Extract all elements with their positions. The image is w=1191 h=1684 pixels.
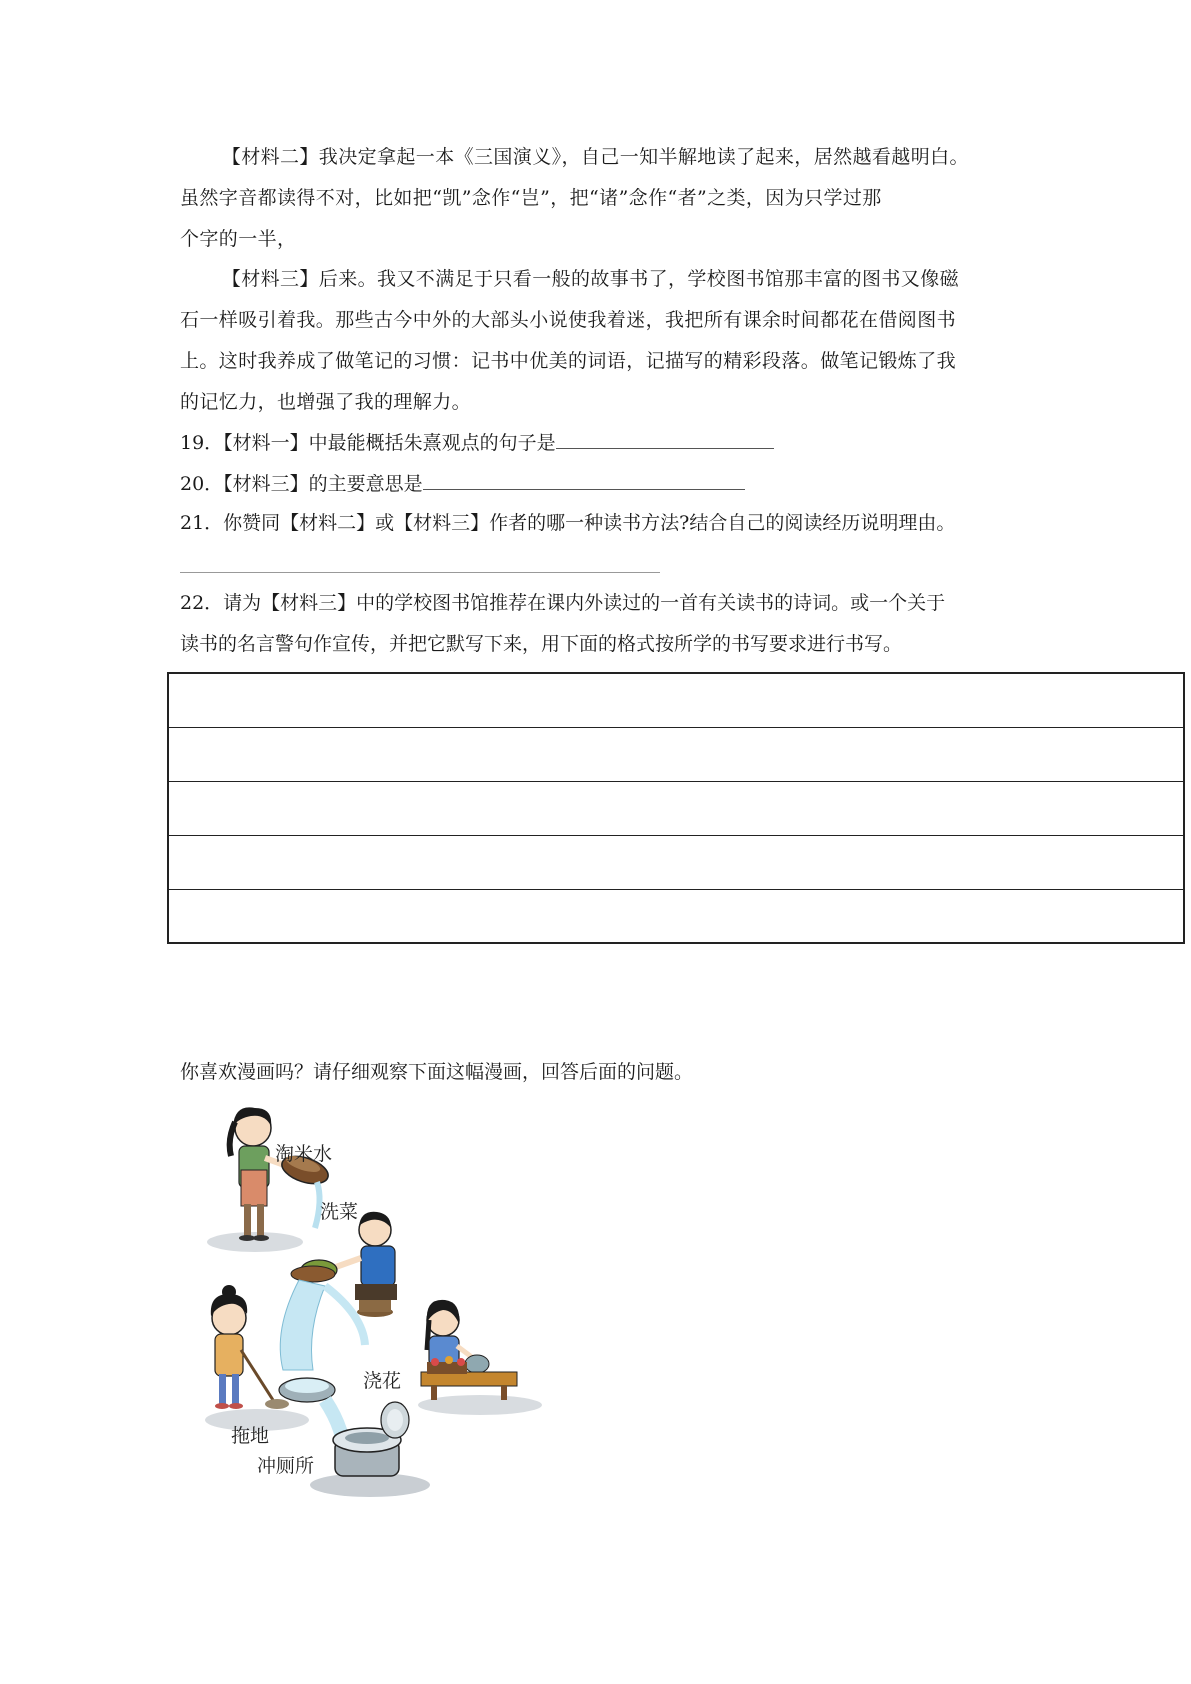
label-wash-vegetables: 洗菜	[320, 1201, 359, 1223]
label-mop-floor: 拖地	[231, 1425, 270, 1447]
water-splash	[280, 1280, 325, 1370]
question-21-text: 21．你赞同【材料二】或【材料三】作者的哪一种读书方法?结合自己的阅读经历说明理由。	[180, 512, 956, 534]
question-22	[180, 588, 945, 618]
question-22-continued	[180, 629, 902, 659]
material2-line-3: 个字的一半，	[180, 228, 297, 250]
material3-line-3: 上。这时我养成了做笔记的习惯：记书中优美的词语，记描写的精彩段落。做笔记锻炼了我	[180, 350, 957, 372]
writing-grid	[167, 672, 1185, 944]
toilet	[325, 1400, 409, 1476]
comic-intro	[180, 1057, 693, 1087]
question-21-answer-line[interactable]	[180, 572, 660, 573]
question-20	[180, 467, 745, 499]
material3-line-2: 石一样吸引着我。那些古今中外的大部头小说使我着迷，我把所有课余时间都花在借阅图书	[180, 309, 957, 331]
question-19	[180, 426, 774, 458]
material2-continuation	[180, 178, 1010, 260]
material3-continuation	[180, 300, 1010, 423]
question-22-line-2: 读书的名言警句作宣传，并把它默写下来，用下面的格式按所学的书写要求进行书写。	[180, 633, 903, 655]
writing-grid-row[interactable]	[169, 674, 1183, 728]
question-19-text: 19．【材料一】中最能概括朱熹观点的句子是	[180, 432, 556, 454]
label-flush-toilet: 冲厕所	[257, 1455, 315, 1477]
material2-line-1: 【材料二】我决定拿起一本《三国演义》，自己一知半解地读了起来，居然越看越明白。	[221, 146, 969, 168]
comic-intro-text: 你喜欢漫画吗？请仔细观察下面这幅漫画，回答后面的问题。	[180, 1061, 694, 1083]
question-20-answer-blank[interactable]	[423, 467, 745, 490]
floor-shadow	[207, 1232, 303, 1252]
material3-paragraph	[180, 259, 1010, 300]
writing-grid-row[interactable]	[169, 890, 1183, 944]
writing-grid-row[interactable]	[169, 782, 1183, 836]
water-stream	[315, 1182, 320, 1228]
question-21	[180, 508, 955, 538]
material2-line-2: 虽然字音都读得不对，比如把“凯”念作“岂”，把“诸”念作“者”之类，因为只学过那	[180, 187, 882, 209]
writing-grid-row[interactable]	[169, 836, 1183, 890]
water-reuse-comic	[195, 1100, 550, 1510]
question-19-answer-blank[interactable]	[556, 426, 774, 449]
question-22-line-1: 22．请为【材料三】中的学校图书馆推荐在课内外读过的一首有关读书的诗词。或一个关于	[180, 592, 946, 614]
writing-grid-row[interactable]	[169, 728, 1183, 782]
material3-line-1: 【材料三】后来。我又不满足于只看一般的故事书了，学校图书馆那丰富的图书又像磁	[221, 268, 959, 290]
question-20-text: 20．【材料三】的主要意思是	[180, 473, 423, 495]
woman-watering-flowers	[421, 1300, 517, 1400]
material2-paragraph	[180, 137, 1010, 178]
label-rice-water: 淘米水	[275, 1143, 333, 1165]
material3-line-4: 的记忆力，也增强了我的理解力。	[180, 391, 472, 413]
label-water-flowers: 浇花	[363, 1370, 402, 1392]
